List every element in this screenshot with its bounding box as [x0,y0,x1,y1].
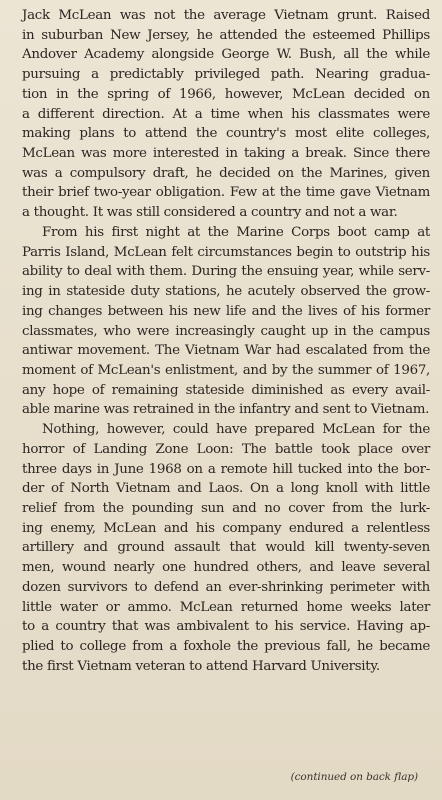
text-line: ability to deal with them. During the ensuing year, while serv- [22,264,430,280]
text-line: ing changes between his new life and the lives of his former [22,303,430,319]
continued-note: (continued on back flap) [290,771,418,783]
text-line: ing in stateside duty stations, he acutely observed the grow- [22,284,430,300]
text-line: antiwar movement. The Vietnam War had escalated from the [22,343,430,359]
text-line: ing enemy, McLean and his company endured a relentless [22,520,430,536]
paragraph-2 [22,223,430,420]
text-line: Parris Island, McLean felt circumstances begin to outstrip his [22,244,430,260]
text-line: the first Vietnam veteran to attend Harvard University. [22,658,380,674]
text-line: making plans to attend the country's most elite colleges, [22,126,430,142]
text-line: a different direction. At a time when his classmates were [22,106,430,122]
text-line: to a country that was ambivalent to his service. Having ap- [22,619,430,635]
text-line: Andover Academy alongside George W. Bush, all the while [22,47,430,63]
text-line: dozen survivors to defend an ever-shrinking perimeter with [22,579,430,595]
text-line: der of North Vietnam and Laos. On a long knoll with little [22,481,430,497]
text-line: relief from the pounding sun and no cover from the lurk- [22,500,430,516]
text-line: From his first night at the Marine Corps boot camp at [42,224,430,240]
text-line: able marine was retrained in the infantry and sent to Vietnam. [22,402,430,418]
text-line: plied to college from a foxhole the previous fall, he became [22,639,430,654]
paragraph-1 [22,6,430,223]
text-line: men, wound nearly one hundred others, and leave several [22,560,430,576]
paragraph-3 [22,420,430,676]
text-line: a thought. It was still considered a country and not a war. [22,205,398,221]
text-line: little water or ammo. McLean returned home weeks later [22,599,430,615]
text-line: Nothing, however, could have prepared McLean for the [42,422,430,438]
text-line: tion in the spring of 1966, however, McLean decided on [22,86,430,102]
text-line: in suburban New Jersey, he attended the esteemed Phillips [22,27,430,43]
text-line: was a compulsory draft, he decided on the Marines, given [22,165,430,181]
text-line: horror of Landing Zone Loon: The battle took place over [22,441,430,457]
text-line: any hope of remaining stateside diminished as every avail- [22,382,430,398]
text-line: three days in June 1968 on a remote hill tucked into the bor- [22,461,430,477]
text-line: moment of McLean's enlistment, and by the summer of 1967, [22,362,430,378]
text-line: pursuing a predictably privileged path. Nearing gradua- [22,67,430,83]
text-line: Jack McLean was not the average Vietnam grunt. Raised [22,8,430,23]
text-line: their brief two-year obligation. Few at the time gave Vietnam [22,185,430,201]
text-line: artillery and ground assault that would kill twenty-seven [22,540,430,556]
text-line: classmates, who were increasingly caught up in the campus [22,323,430,339]
text-line: McLean was more interested in taking a break. Since there [22,146,430,162]
